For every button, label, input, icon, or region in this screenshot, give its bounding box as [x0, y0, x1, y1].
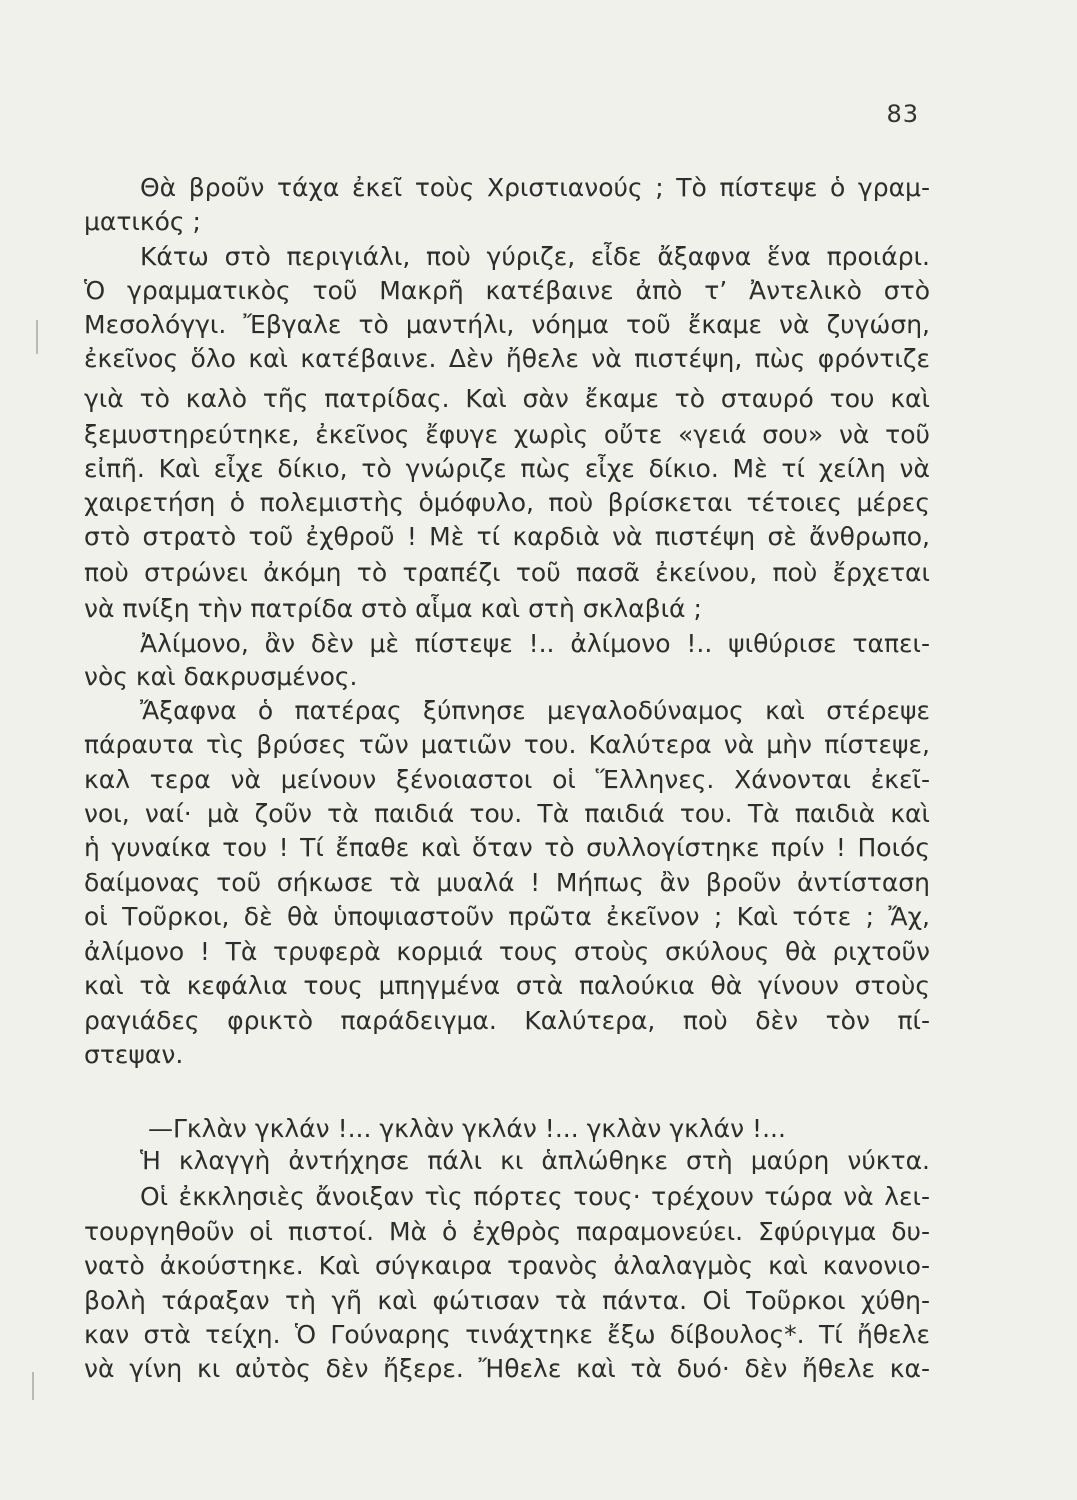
text-line: Ὁ γραμματικὸς τοῦ Μακρῆ κατέβαινε ἀπὸ τ’ Ἀντελικὸ στὸ	[84, 276, 930, 305]
text-line: νατὸ ἀκούστηκε. Καὶ σύγκαιρα τρανὸς ἀλαλαγμὸς καὶ κανονιο-	[84, 1251, 930, 1280]
text-line: Θὰ βροῦν τάχα ἐκεῖ τοὺς Χριστιανούς ; Τὸ πίστεψε ὁ γραμ-	[140, 173, 930, 202]
scan-gutter-mark	[36, 320, 38, 354]
text-line: καν στὰ τείχη. Ὁ Γούναρης τινάχτηκε ἔξω δίβουλος*. Τί ἤθελε	[84, 1320, 930, 1349]
page-number: 83	[886, 100, 919, 128]
text-line: νὰ πνίξη τὴν πατρίδα στὸ αἷμα καὶ στὴ σκλαβιά ;	[84, 594, 702, 623]
text-line: Κάτω στὸ περιγιάλι, ποὺ γύριζε, εἶδε ἄξαφνα ἕνα προιάρι.	[140, 242, 930, 271]
text-line: ματικός ;	[84, 207, 201, 236]
text-line: νοι, ναί· μὰ ζοῦν τὰ παιδιά του. Τὰ παιδιά του. Τὰ παιδιὰ καὶ	[84, 799, 930, 828]
text-line: δαίμονας τοῦ σήκωσε τὰ μυαλά ! Μήπως ἂν βροῦν ἀντίσταση	[84, 868, 930, 897]
text-line: καλ τερα νὰ μείνουν ξένοιαστοι οἱ Ἕλληνες. Χάνονται ἐκεῖ-	[84, 765, 930, 794]
text-line: ἡ γυναίκα του ! Τί ἔπαθε καὶ ὅταν τὸ συλλογίστηκε πρίν ! Ποιός	[84, 833, 930, 862]
scan-gutter-mark	[32, 1372, 34, 1400]
text-line: νὰ γίνη κι αὐτὸς δὲν ἤξερε. Ἤθελε καὶ τὰ δυό· δὲν ἤθελε κα-	[84, 1354, 930, 1383]
text-line: τουργηθοῦν οἱ πιστοί. Μὰ ὁ ἐχθρὸς παραμονεύει. Σφύριγμα δυ-	[84, 1217, 930, 1246]
text-line: ἐκεῖνος ὅλο καὶ κατέβαινε. Δὲν ἤθελε νὰ πιστέψη, πὼς φρόντιζε	[84, 344, 930, 373]
text-line: εἰπῆ. Καὶ εἶχε δίκιο, τὸ γνώριζε πὼς εἶχε δίκιο. Μὲ τί χείλη νὰ	[84, 454, 930, 483]
text-line: Ἡ κλαγγὴ ἀντήχησε πάλι κι ἁπλώθηκε στὴ μαύρη νύκτα.	[140, 1146, 930, 1175]
text-line: Μεσολόγγι. Ἔβγαλε τὸ μαντήλι, νόημα τοῦ ἔκαμε νὰ ζυγώση,	[84, 310, 930, 339]
text-line: νὸς καὶ δακρυσμένος.	[84, 662, 358, 691]
text-line: Ἀλίμονο, ἂν δὲν μὲ πίστεψε !.. ἀλίμονο !.. ψιθύρισε ταπει-	[140, 629, 930, 658]
text-line: ραγιάδες φρικτὸ παράδειγμα. Καλύτερα, ποὺ δὲν τὸν πί-	[84, 1006, 930, 1035]
text-line: Ἄξαφνα ὁ πατέρας ξύπνησε μεγαλοδύναμος καὶ στέρεψε	[140, 696, 930, 725]
text-line: βολὴ τάραξαν τὴ γῆ καὶ φώτισαν τὰ πάντα. Οἱ Τοῦρκοι χύθη-	[84, 1286, 930, 1315]
text-line: πάραυτα τὶς βρύσες τῶν ματιῶν του. Καλύτερα νὰ μὴν πίστεψε,	[84, 730, 930, 759]
text-line: οἱ Τοῦρκοι, δὲ θὰ ὑποψιαστοῦν πρῶτα ἐκεῖνον ; Καὶ τότε ; Ἄχ,	[84, 902, 930, 931]
text-line: —Γκλὰν γκλάν !... γκλὰν γκλάν !... γκλὰν γκλάν !...	[148, 1114, 786, 1143]
text-line: χαιρετήση ὁ πολεμιστὴς ὁμόφυλο, ποὺ βρίσκεται τέτοιες μέρες	[84, 488, 930, 517]
text-line: στὸ στρατὸ τοῦ ἐχθροῦ ! Μὲ τί καρδιὰ νὰ πιστέψη σὲ ἄνθρωπο,	[84, 522, 930, 551]
text-line: ποὺ στρώνει ἀκόμη τὸ τραπέζι τοῦ πασᾶ ἐκείνου, ποὺ ἔρχεται	[84, 558, 930, 587]
text-line: στεψαν.	[84, 1040, 184, 1069]
text-line: Οἱ ἐκκλησιὲς ἄνοιξαν τὶς πόρτες τους· τρέχουν τώρα νὰ λει-	[140, 1182, 930, 1211]
text-line: ξεμυστηρεύτηκε, ἐκεῖνος ἔφυγε χωρὶς οὔτε «γειά σου» νὰ τοῦ	[84, 420, 930, 449]
text-line: ἀλίμονο ! Τὰ τρυφερὰ κορμιά τους στοὺς σκύλους θὰ ριχτοῦν	[84, 937, 930, 966]
text-line: καὶ τὰ κεφάλια τους μπηγμένα στὰ παλούκια θὰ γίνουν στοὺς	[84, 971, 930, 1000]
text-line: γιὰ τὸ καλὸ τῆς πατρίδας. Καὶ σὰν ἔκαμε τὸ σταυρό του καὶ	[84, 384, 930, 413]
